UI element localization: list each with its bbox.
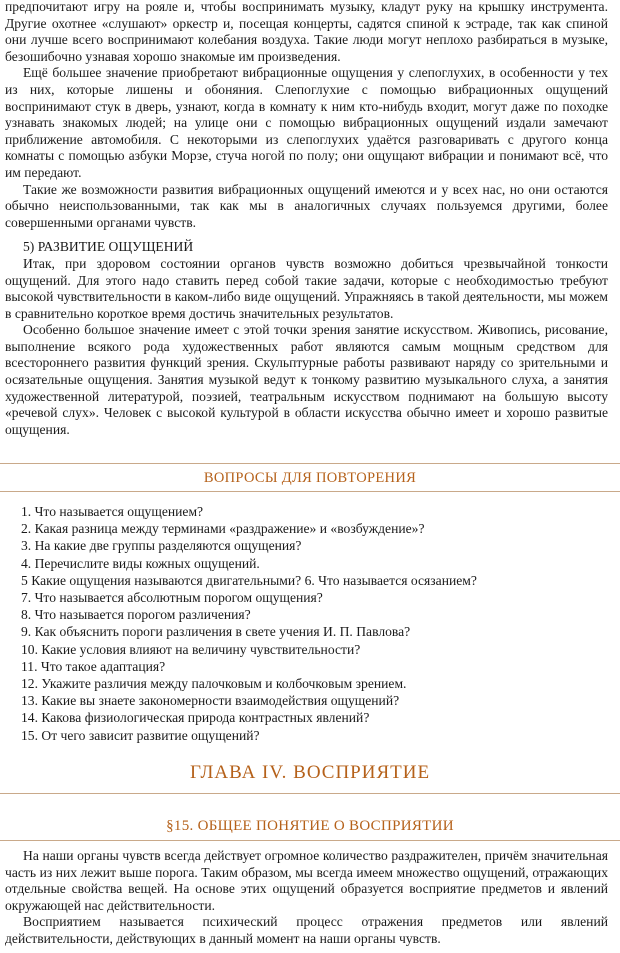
list-item: 4. Перечислите виды кожных ощущений.	[21, 555, 260, 571]
list-item: 8. Что называется порогом различения?	[21, 607, 251, 623]
list-item: 12. Укажите различия между палочковым и колбочковым зрением.	[21, 676, 407, 692]
chapter-title: ГЛАВА IV. ВОСПРИЯТИЕ	[189, 762, 431, 783]
divider	[0, 463, 620, 464]
list-item: 2. Какая разница между терминами «раздражение» и «возбуждение»?	[21, 521, 425, 537]
paragraph: Ещё большее значение приобретают вибрационные ощущения у слепоглухих, в особенности у тех из них, которые лишены и обоняния. Слепоглухие с помощью вибрационных ощущений воспринимают стук в дверь, узнают, когда в комнату к ним кто-нибудь входит, могут даже по походке узнавать знакомых людей; на улице они с помощью вибрационных ощущений издали замечают приближение автомобиля. С некоторыми из слепоглухих удаётся разговаривать с другого конца комнаты с помощью азбуки Морзе, стуча ногой по полу; они ощущают вибрации и понимают всё, что им передают.	[5, 65, 608, 180]
paragraph: Итак, при здоровом состоянии органов чувств возможно добиться чрезвычайной тонкости ощущений. Для этого надо ставить перед собой такие задачи, которые с необходимостью требуют высокой чувствительности в каком-либо виде ощущений. Упражняясь в такой деятельности, мы можем в сравнительно короткое время достичь значительных результатов.	[5, 255, 608, 321]
list-item: 5 Какие ощущения называются двигательными? 6. Что называется осязанием?	[21, 572, 477, 588]
list-item: 11. Что такое адаптация?	[21, 658, 166, 674]
list-item: 7. Что называется абсолютным порогом ощущения?	[21, 590, 323, 606]
list-item: 1. Что называется ощущением?	[21, 504, 204, 519]
list-item: 3. На какие две группы разделяются ощущения?	[21, 538, 302, 554]
paragraph: предпочитают игру на рояле и, чтобы воспринимать музыку, кладут руку на крышку инструмента. Другие охотнее «слушают» оркестр и, посещая концерты, садятся спиной к эстраде, так как спиной они лучше всего воспринимают колебания воздуха. Такие люди могут неплохо разбираться в музыке, безошибочно узнавая хорошо знакомые им произведения.	[5, 0, 608, 64]
paragraph: Особенно большое значение имеет с этой точки зрения занятие искусством. Живопись, рисование, выполнение всякого рода художественных работ являются самым мощным средством для всестороннего развития функций зрения. Скульптурные работы развивают наряду со зрительными и осязательные ощущения. Занятия музыкой ведут к тонкому развитию музыкального слуха, а занятия художественной литературой, поэзией, театральным искусством поднимают на большую высоту «речевой слух». Человек с высокой культурой в области искусства обычно имеет и хорошо развитые ощущения.	[5, 322, 608, 437]
divider	[0, 793, 620, 794]
subsection-heading: 5) РАЗВИТИЕ ОЩУЩЕНИЙ	[23, 239, 194, 255]
list-item: 15. От чего зависит развитие ощущений?	[21, 727, 260, 743]
divider	[0, 840, 620, 841]
divider	[0, 491, 620, 492]
review-questions-list	[21, 503, 477, 744]
paragraph: Восприятием называется психический процесс отражения предметов или явлений действительности, действующих в данный момент на наши органы чувств.	[5, 914, 608, 946]
list-item: 14. Какова физиологическая природа контрастных явлений?	[21, 710, 370, 726]
list-item: 10. Какие условия влияют на величину чувствительности?	[21, 641, 361, 657]
top-text-block	[0, 0, 620, 438]
review-heading: ВОПРОСЫ ДЛЯ ПОВТОРЕНИЯ	[203, 470, 417, 486]
bottom-text-block	[0, 848, 620, 948]
list-item: 13. Какие вы знаете закономерности взаимодействия ощущений?	[21, 693, 400, 709]
list-item: 9. Как объяснить пороги различения в свете учения И. П. Павлова?	[21, 624, 411, 640]
section-title: §15. ОБЩЕЕ ПОНЯТИЕ О ВОСПРИЯТИИ	[166, 818, 454, 834]
paragraph: На наши органы чувств всегда действует огромное количество раздражителен, причём значительная часть из них лежит выше порога. Таким образом, мы всегда имеем множество ощущений, отражающих отдельные свойства вещей. На основе этих ощущений образуется восприятие предметов и явлений окружающей нас действительности.	[5, 848, 608, 913]
paragraph: Такие же возможности развития вибрационных ощущений имеются и у всех нас, но они остаются обычно неиспользованными, так как мы в аналогичных случаях пользуемся другими, более совершенными органами чувств.	[5, 181, 608, 230]
